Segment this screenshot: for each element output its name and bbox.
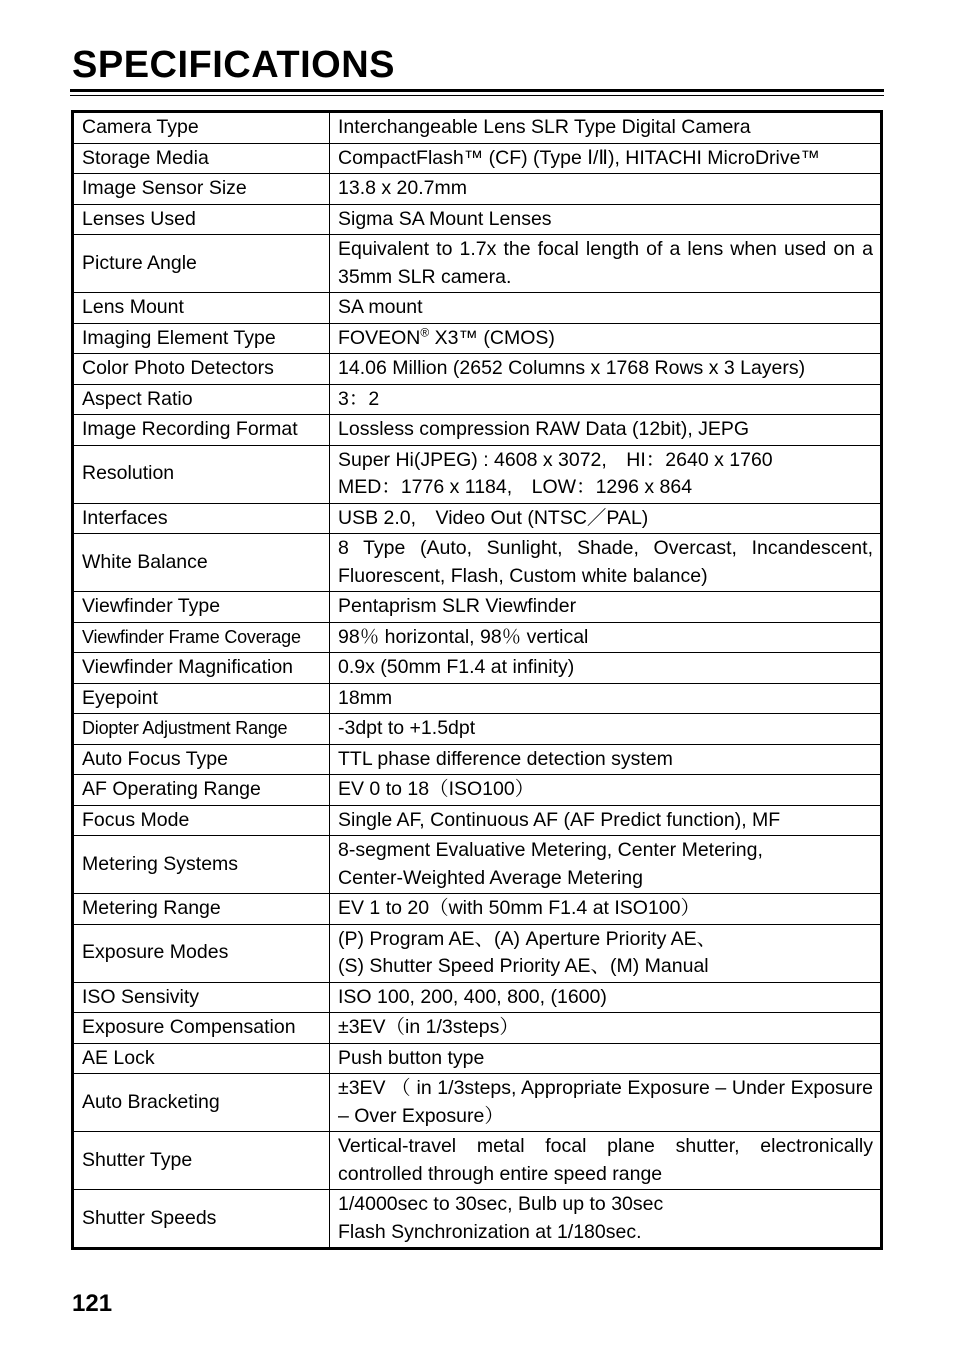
spec-value-line: FOVEON® X3™ (CMOS) [338, 325, 555, 349]
spec-row [73, 354, 882, 385]
spec-value-cell [330, 775, 882, 806]
spec-value-cell [330, 653, 882, 684]
spec-row [73, 204, 882, 235]
spec-label: Color Photo Detectors [73, 354, 330, 385]
spec-row [73, 924, 882, 982]
spec-value-cell [330, 1013, 882, 1044]
spec-value-cell [330, 982, 882, 1013]
spec-label: Focus Mode [73, 805, 330, 836]
spec-label: Exposure Modes [73, 924, 330, 982]
spec-value-line: 14.06 Million (2652 Columns x 1768 Rows x 3 Layers) [338, 357, 806, 379]
spec-value-line: Pentaprism SLR Viewfinder [338, 595, 577, 617]
title-rule-thick [70, 89, 884, 92]
specifications-table-body [73, 112, 882, 1249]
spec-value-cell [330, 503, 882, 534]
spec-value-cell [330, 1043, 882, 1074]
spec-row [73, 1074, 882, 1132]
spec-value-cell [330, 384, 882, 415]
spec-row [73, 592, 882, 623]
spec-value-line: 3：2 [338, 387, 380, 410]
spec-value-line: 13.8 x 20.7mm [338, 177, 467, 199]
page-title: SPECIFICATIONS [72, 44, 395, 86]
spec-value-cell [330, 924, 882, 982]
spec-value-line: 98％ horizontal, 98％ vertical [338, 625, 589, 648]
spec-label: Eyepoint [73, 683, 330, 714]
spec-value-line: Center-Weighted Average Metering [338, 866, 643, 889]
spec-value-line: 0.9x (50mm F1.4 at infinity) [338, 656, 575, 678]
spec-label: AF Operating Range [73, 775, 330, 806]
spec-value-cell [330, 683, 882, 714]
spec-row [73, 744, 882, 775]
spec-label: Auto Bracketing [73, 1074, 330, 1132]
spec-row [73, 1132, 882, 1190]
spec-row [73, 174, 882, 205]
spec-row [73, 982, 882, 1013]
spec-value-cell [330, 143, 882, 174]
spec-label: Lenses Used [73, 204, 330, 235]
spec-row [73, 323, 882, 354]
spec-value-line: Equivalent to 1.7x the focal length of a lens when used on a 35mm SLR camera. [338, 238, 873, 288]
spec-value-line: Interchangeable Lens SLR Type Digital Camera [338, 116, 751, 138]
spec-value-cell [330, 1074, 882, 1132]
spec-value-line: ±3EV（in 1/3steps） [338, 1016, 519, 1038]
spec-value-line: MED：1776 x 1184, LOW：1296 x 864 [338, 476, 693, 498]
spec-value-line: Super Hi(JPEG) : 4608 x 3072, HI：2640 x 1760 [338, 448, 773, 471]
spec-label: Aspect Ratio [73, 384, 330, 415]
spec-value-cell [330, 622, 882, 653]
spec-label: ISO Sensivity [73, 982, 330, 1013]
spec-value-cell [330, 534, 882, 592]
spec-value-line: (P) Program AE、(A) Aperture Priority AE、 [338, 927, 717, 950]
spec-value-cell [330, 174, 882, 205]
spec-label: Auto Focus Type [73, 744, 330, 775]
spec-value-line: Single AF, Continuous AF (AF Predict function), MF [338, 808, 781, 831]
spec-value-cell [330, 714, 882, 745]
spec-value-line: Flash Synchronization at 1/180sec. [338, 1220, 642, 1243]
spec-label: Exposure Compensation [73, 1013, 330, 1044]
spec-value-line: TTL phase difference detection system [338, 747, 673, 770]
spec-label: Storage Media [73, 143, 330, 174]
specifications-table [71, 110, 883, 1250]
spec-label: Interfaces [73, 503, 330, 534]
spec-value-cell [330, 323, 882, 354]
spec-row [73, 415, 882, 446]
spec-value-cell [330, 805, 882, 836]
spec-label: Lens Mount [73, 293, 330, 324]
spec-row [73, 384, 882, 415]
spec-value-cell [330, 235, 882, 293]
spec-value-cell [330, 1132, 882, 1190]
spec-value-cell [330, 1190, 882, 1249]
spec-value-line: (S) Shutter Speed Priority AE、(M) Manual [338, 955, 709, 977]
spec-row [73, 683, 882, 714]
spec-row [73, 143, 882, 174]
spec-row [73, 1013, 882, 1044]
spec-value-line: EV 0 to 18（ISO100） [338, 778, 535, 800]
spec-value-cell [330, 415, 882, 446]
spec-label: Viewfinder Type [73, 592, 330, 623]
spec-value-cell [330, 293, 882, 324]
spec-row [73, 235, 882, 293]
spec-value-line: USB 2.0, Video Out (NTSC／PAL) [338, 506, 649, 529]
spec-row [73, 622, 882, 653]
spec-label: Resolution [73, 445, 330, 503]
spec-value-line: -3dpt to +1.5dpt [338, 717, 476, 739]
spec-value-line: EV 1 to 20（with 50mm F1.4 at ISO100） [338, 897, 700, 919]
spec-value-line: ISO 100, 200, 400, 800, (1600) [338, 985, 607, 1008]
title-rule-thin [70, 95, 884, 96]
spec-row [73, 653, 882, 684]
spec-value-cell [330, 204, 882, 235]
spec-row [73, 714, 882, 745]
spec-label: Shutter Speeds [73, 1190, 330, 1249]
spec-value-line: 8-segment Evaluative Metering, Center Metering, [338, 839, 763, 861]
spec-value-line: ±3EV （ in 1/3steps, Appropriate Exposure – Under Exposure – Over Exposure） [338, 1077, 873, 1127]
spec-label: Picture Angle [73, 235, 330, 293]
spec-value-cell [330, 744, 882, 775]
spec-value-line: 18mm [338, 686, 393, 709]
spec-row [73, 805, 882, 836]
spec-row [73, 836, 882, 894]
spec-value-cell [330, 445, 882, 503]
spec-label: Imaging Element Type [73, 323, 330, 354]
spec-row [73, 1043, 882, 1074]
spec-row [73, 775, 882, 806]
spec-row [73, 894, 882, 925]
spec-label: White Balance [73, 534, 330, 592]
spec-value-line: 1/4000sec to 30sec, Bulb up to 30sec [338, 1193, 664, 1215]
spec-row [73, 112, 882, 144]
spec-label: Image Recording Format [73, 415, 330, 446]
spec-label: Camera Type [73, 112, 330, 144]
spec-value-line: CompactFlash™ (CF) (Type Ⅰ/Ⅱ), HITACHI MicroDrive™ [338, 146, 820, 169]
spec-row [73, 293, 882, 324]
spec-value-cell [330, 112, 882, 144]
spec-label: Image Sensor Size [73, 174, 330, 205]
spec-label: Metering Systems [73, 836, 330, 894]
spec-value-line: Vertical-travel metal focal plane shutter, electronically controlled through entire speed range [338, 1135, 873, 1185]
spec-value-line: SA mount [338, 296, 423, 318]
spec-row [73, 534, 882, 592]
spec-value-cell [330, 836, 882, 894]
spec-label: Diopter Adjustment Range [73, 714, 330, 745]
spec-value-line: Lossless compression RAW Data (12bit), JEPG [338, 418, 750, 440]
spec-row [73, 503, 882, 534]
spec-value-cell [330, 354, 882, 385]
spec-value-cell [330, 894, 882, 925]
spec-value-line: 8 Type (Auto, Sunlight, Shade, Overcast, Incandescent, Fluorescent, Flash, Custom white balance) [338, 537, 873, 587]
spec-label: AE Lock [73, 1043, 330, 1074]
spec-value-cell [330, 592, 882, 623]
spec-value-line: Sigma SA Mount Lenses [338, 207, 552, 230]
spec-label: Viewfinder Magnification [73, 653, 330, 684]
page-number: 121 [72, 1290, 113, 1317]
spec-row [73, 445, 882, 503]
spec-label: Shutter Type [73, 1132, 330, 1190]
spec-label: Metering Range [73, 894, 330, 925]
spec-value-line: Push button type [338, 1046, 485, 1069]
spec-label: Viewfinder Frame Coverage [73, 622, 330, 653]
spec-row [73, 1190, 882, 1249]
